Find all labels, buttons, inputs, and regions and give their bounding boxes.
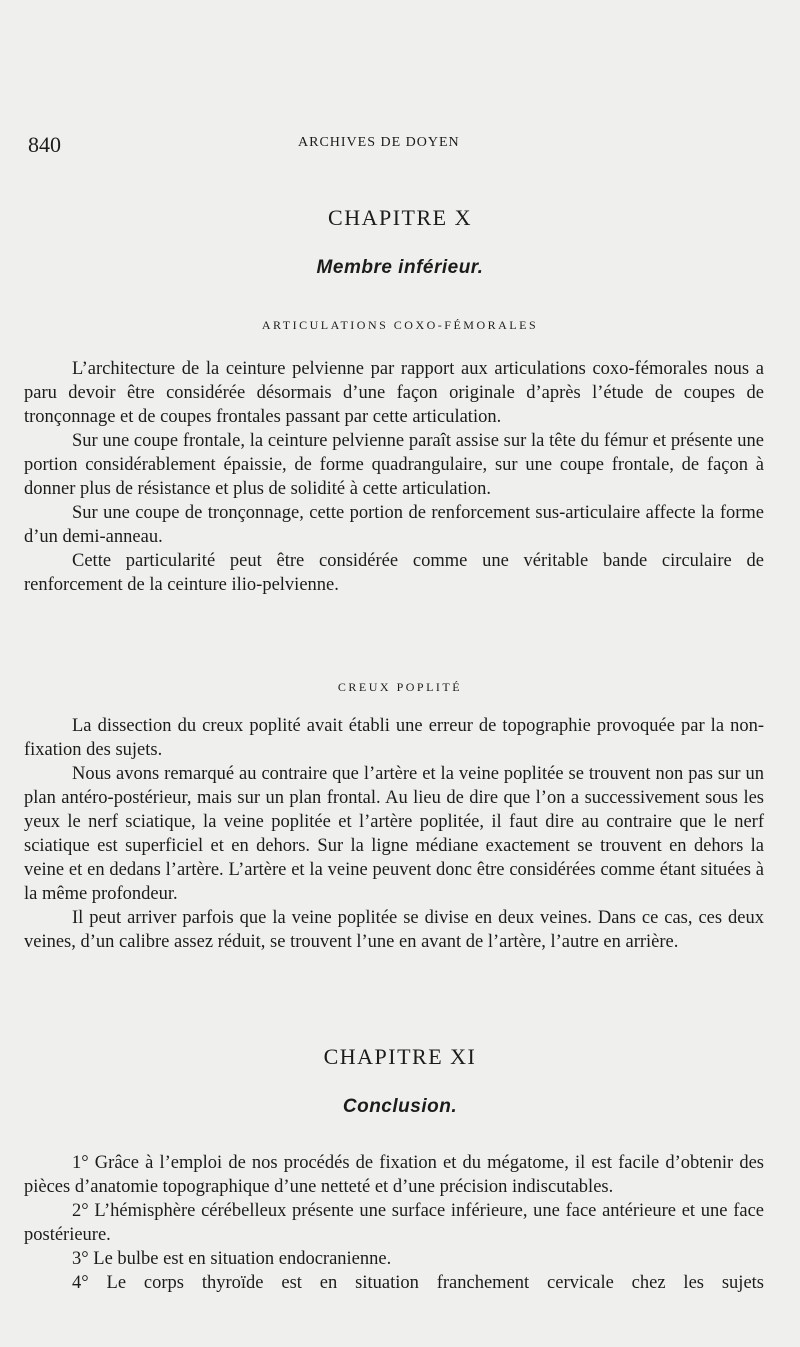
chapter-x-subtitle: Membre inférieur. [316,257,484,278]
chapter-xi-title: CHAPITRE XI [323,1044,477,1069]
section-title-creux-poplite: CREUX POPLITÉ [337,680,463,694]
paragraph: L’architecture de la ceinture pelvienne par rapport aux articulations coxo-fémorales nous a paru devoir être considérée désormais d’une façon originale d’après l’étude de coupes de tronçonnage et de coupes frontales passant par cette articulation. [24,359,764,427]
paragraph: Nous avons remarqué au contraire que l’artère et la veine poplitée se trouvent non pas sur un plan antéro-postérieur, mais sur un plan frontal. Au lieu de dire que l’on a successivement sous les yeux le nerf sciatique, la veine poplitée et l’artère poplitée, il faut dire au contraire que le nerf sciatique est superficiel et en dehors. Sur la ligne médiane exactement se trouvent en dehors la veine et en dedans l’artère. L’artère et la veine peuvent donc être considérées comme étant situées à la même profondeur. [24,764,764,904]
chapter-xi-subtitle: Conclusion. [342,1096,458,1117]
paragraph: Sur une coupe frontale, la ceinture pelvienne paraît assise sur la tête du fémur et présente une portion considérablement épaissie, de forme quadrangulaire, sur une coupe frontale, de façon à donner plus de résistance et plus de solidité à cette articulation. [24,431,764,499]
paragraph: Sur une coupe de tronçonnage, cette portion de renforcement sus-articulaire affecte la forme d’un demi-anneau. [24,503,764,547]
section-title-articulations: ARTICULATIONS COXO-FÉMORALES [261,318,539,332]
running-head [28,132,768,162]
paragraph: Cette particularité peut être considérée comme une véritable bande circulaire de renforcement de la ceinture ilio-pelvienne. [24,551,764,595]
journal-title: ARCHIVES DE DOYEN [298,135,460,150]
section-articulations-body [24,357,764,597]
conclusion-item: 1° Grâce à l’emploi de nos procédés de fixation et du mégatome, il est facile d’obtenir des pièces d’anatomie topographique d’une netteté et d’une précision indiscutables. [24,1153,764,1197]
chapter-x-title: CHAPITRE X [328,205,472,230]
paragraph: La dissection du creux poplité avait établi une erreur de topographie provoquée par la non-fixation des sujets. [24,716,764,760]
conclusion-item: 4° Le corps thyroïde est en situation franchement cervicale chez les sujets [72,1273,764,1293]
paragraph: Il peut arriver parfois que la veine poplitée se divise en deux veines. Dans ce cas, ces deux veines, d’un calibre assez réduit, se trouvent l’une en avant de l’artère, l’autre en arrière. [24,908,764,952]
conclusion-item: 2° L’hémisphère cérébelleux présente une surface inférieure, une face antérieure et une face postérieure. [24,1201,764,1245]
page-number: 840 [28,132,61,157]
section-creux-poplite-body [24,714,764,954]
conclusion-body [24,1151,764,1295]
conclusion-item: 3° Le bulbe est en situation endocranienne. [72,1249,392,1269]
